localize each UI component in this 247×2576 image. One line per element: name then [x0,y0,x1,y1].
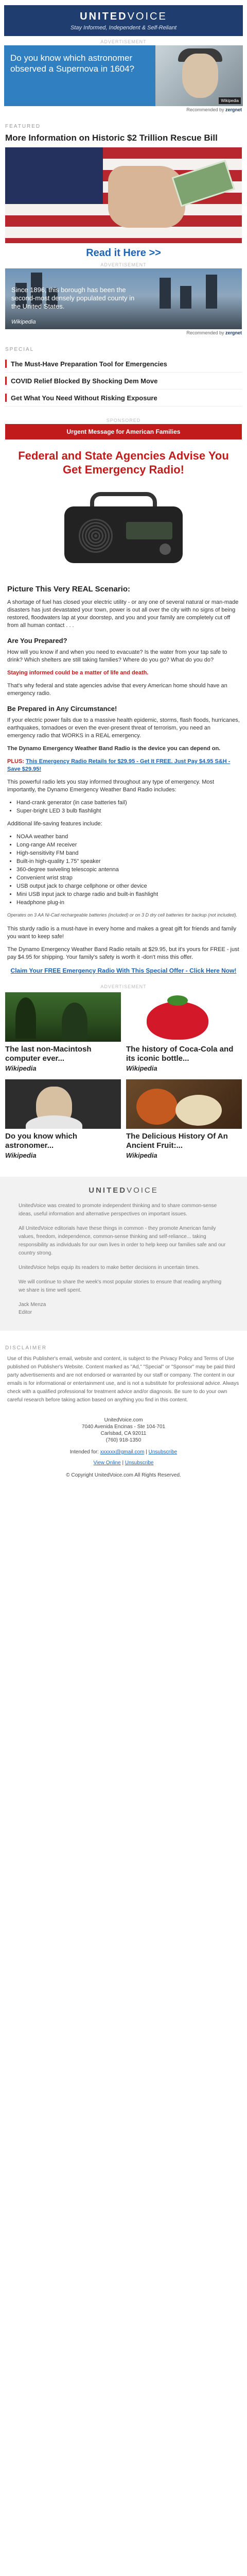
contact-phone: (760) 918-1350 [105,1437,142,1443]
list-item: • Mini USB input jack to charge radio and built-in flashlight [16,891,240,899]
dynamo-text: The Dynamo Emergency Weather Band Radio is the device you can depend on. [7,745,221,752]
view-online-row [0,1460,247,1466]
borough-ad-banner[interactable] [5,268,242,329]
footer-paragraph: UnitedVoice was created to promote independent thinking and to share common-sense ideas, useful information and alternative perspectives on important issues. [19,1203,217,1217]
special-item-without-exposure[interactable] [5,389,242,406]
grid-card-title: The last non-Macintosh computer ever... [5,1045,92,1063]
contact-address-1: 7040 Avenida Encinas - Ste 104-701 [81,1424,166,1430]
list-item: • Headphone plug-in [16,899,240,907]
agencies-text: That's why federal and state agencies advise that every American home should have an emergency radio. [7,683,227,697]
scenario-title: Picture This Very REAL Scenario: [7,585,130,594]
featured-title-link[interactable]: More Information on Historic $2 Trillion Rescue Bill [5,133,218,143]
recommended-by-2[interactable] [5,330,242,335]
grid-card-title: Do you know which astronomer... [5,1132,78,1150]
zergnet-logo-2: zergnet [225,330,242,335]
prepared-text: How will you know if and when you need to evacuate? Is the water from your tap safe to drink? Which shelters are still taking families? Where do you go? What do you do? [7,649,227,663]
view-online-link[interactable]: View Online [93,1460,121,1466]
footer-paragraph: UnitedVoice helps equip its readers to make better decisions in uncertain times. [19,1265,200,1270]
list-item: • NOAA weather band [16,833,240,841]
emergency-radio-image[interactable] [59,486,188,573]
any-circumstance-title: Be Prepared in Any Circumstance! [7,705,117,713]
editor-title: Editor [19,1310,32,1315]
grid-card-source: Wikipedia [5,1064,37,1072]
ad-label-2: ADVERTISEMENT [100,262,147,267]
grid-card-coca-cola[interactable] [126,992,242,1072]
recommended-by[interactable] [5,107,242,112]
unsubscribe-link[interactable]: Unsubscribe [148,1449,178,1455]
special-label: SPECIAL [5,347,34,352]
any-circumstance-text: If your electric power fails due to a massive health epidemic, storms, flash floods, hurricanes, earthquakes, tornadoes or even the ever-present threat of terrorism, you need an emergency radio that WORKS in a REAL emergency. [7,717,240,739]
brand-logo[interactable] [80,11,167,23]
face-shape [182,54,218,98]
list-item: • 360-degree swiveling telescopic antenna [16,866,240,874]
list-item: • Built-in high-quality 1.75" speaker [16,858,240,866]
money-bill-shape [171,160,235,207]
radio-panel [126,522,172,539]
sponsored-bar[interactable]: Urgent Message for American Families [5,424,242,439]
ad-label-3: ADVERTISEMENT [100,984,147,989]
top-ad-text: Do you know which astronomer observed a Supernova in 1604? [10,53,135,74]
fruit-image [126,1079,242,1129]
claim-radio-link[interactable]: Claim Your FREE Emergency Radio With This Special Offer - Click Here Now! [10,967,237,974]
editor-signature [19,1301,228,1316]
retail-text: The Dynamo Emergency Weather Band Radio retails at $29.95, but it's yours for FREE - just pay $4.95 for shipping. Your family's safety is worth it -don't miss this offer. [7,946,239,960]
intended-email-link[interactable]: xxxxxx@gmail.com [100,1449,145,1455]
recommended-prefix-2: Recommended by [186,330,224,335]
special-item-label: Get What You Need Without Risking Exposure [11,394,157,402]
ad-label: ADVERTISEMENT [100,39,147,44]
editor-name: Jack Menza [19,1302,46,1308]
site-tagline: Stay Informed, Independent & Self-Reliant [70,24,177,31]
special-marker [5,394,7,402]
scenario-text: A shortage of fuel has closed your electric utility - or any one of several natural or man-made disasters has just devastated your town, power is out all over the city with no signs of being restored, floodwaters lap at your doorstep, and you and your family are completely cut off from all human contact . . . [7,599,239,629]
contact-address-2: Carlsbad, CA 92011 [100,1431,147,1436]
list-item: • High-sensitivity FM band [16,850,240,857]
features-list [16,833,240,907]
footer-brand-bold: UNITED [89,1186,127,1195]
grid-card-computer[interactable] [5,992,121,1072]
footer [0,1177,247,1331]
featured-label: FEATURED [5,124,41,129]
recommended-prefix: Recommended by [186,107,224,112]
contact-site: UnitedVoice.com [104,1417,143,1423]
sponsored-headline[interactable]: Federal and State Agencies Advise You Get Emergency Radio! [18,449,229,476]
separator: | [146,1449,147,1455]
sponsored-label: SPONSORED [106,418,141,423]
battery-note: Operates on 3 AA Ni-Cad rechargeable batteries (included) or on 3 D dry cell batteries for backup (not included). [7,912,238,918]
intended-prefix: Intended for: [69,1449,99,1455]
zergnet-logo: zergnet [225,107,242,112]
special-item-label: The Must-Have Preparation Tool for Emergencies [11,360,167,368]
additional-label: Additional life-saving features include: [7,821,102,827]
special-marker [5,377,7,385]
separator: | [122,1460,124,1466]
list-item: • Long-range AM receiver [16,841,240,849]
flag-canton [5,147,103,204]
special-item-label: COVID Relief Blocked By Shocking Dem Move [11,377,158,385]
special-item-covid-relief[interactable] [5,372,242,389]
brand-light: VOICE [127,10,167,22]
disclaimer-label: DISCLAIMER [5,1345,47,1351]
unsubscribe-link-2[interactable]: Unsubscribe [125,1460,154,1466]
top-ad-banner[interactable] [4,45,243,106]
grid-card-source: Wikipedia [5,1151,37,1159]
footer-paragraph: All UnitedVoice editorials have these things in common - they promote American family values, freedom, independence, common-sense thinking and self-reliance... taking responsibility as individuals for our own lives in order to help keep our families safe and our country strong. [19,1226,226,1256]
recommended-grid [5,992,242,1159]
list-item: • Super-bright LED 3 bulb flashlight [16,807,240,815]
plus-offer-link[interactable]: This Emergency Radio Retails for $29.95 - Get It FREE. Just Pay $4.95 S&H - Save $29.95! [7,758,231,772]
grid-card-source: Wikipedia [126,1064,157,1072]
grid-card-title: The Delicious History Of An Ancient Fruit:... [126,1132,228,1150]
site-header [4,5,243,36]
list-item: • Hand-crank generator (in case batteries fail) [16,799,240,807]
radio-speaker [78,518,114,554]
powerful-text: This powerful radio lets you stay informed throughout any type of emergency. Most importantly, the Dynamo Emergency Weather Band Radio includes: [7,779,215,793]
footer-paragraph: We will continue to share the week's most popular stories to ensure that reading anything we share is time well spent. [19,1279,222,1293]
grid-card-source: Wikipedia [126,1151,157,1159]
prepared-title: Are You Prepared? [7,637,67,645]
contact-block [0,1417,247,1466]
plus-label: PLUS: [7,758,24,765]
footer-brand[interactable] [0,1186,247,1195]
footer-brand-light: VOICE [127,1186,158,1195]
disclaimer-text: Use of this Publisher's email, website and content, is subject to the Privacy Policy and Terms of Use published on Publisher's Website. Content marked as "Ad," "Special" or "Sponsor" may be paid third party advertisements and are not endorsed or warranted by our staff or company. The content in our emails is for informational or entertainment use, and is not a substitute for professional advice. Always check with a qualified professional for treatment advice and/or diagnosis. Be sure to do your own careful research before taking action based on anything you find in this content. [7,1356,239,1403]
read-here-link[interactable]: Read it Here >> [86,247,161,259]
list-item: • Convenient wrist strap [16,874,240,882]
grid-card-astronomer[interactable] [5,1079,121,1159]
special-item-preparation-tool[interactable] [5,355,242,372]
special-marker [5,360,7,368]
plus-offer [7,758,240,773]
top-ad-source: Wikipedia [219,97,241,104]
grid-card-ancient-fruit[interactable] [126,1079,242,1159]
life-death-text: Staying informed could be a matter of life and death. [7,670,149,676]
borough-ad-caption: Since 1896, this borough has been the second-most densely populated county in the United States. [11,286,135,310]
borough-ad-source: Wikipedia [11,319,36,325]
copyright: © Copyright UnitedVoice.com All Rights Reserved. [66,1472,181,1478]
astronomer-image [5,1079,121,1129]
flag-money-image[interactable] [5,147,242,243]
sturdy-text: This sturdy radio is a must-have in every home and makes a great gift for friends and family you want to keep safe! [7,926,237,940]
radio-knob [160,544,171,555]
list-item: • USB output jack to charge cellphone or other device [16,883,240,890]
hand-shape [108,166,185,228]
strawberry-image [126,992,242,1042]
brand-bold: UNITED [80,10,128,22]
email-page [0,5,247,1478]
intended-for [0,1449,247,1455]
grid-card-title: The history of Coca-Cola and its iconic bottle... [126,1045,234,1063]
includes-list [16,799,240,815]
forest-image [5,992,121,1042]
